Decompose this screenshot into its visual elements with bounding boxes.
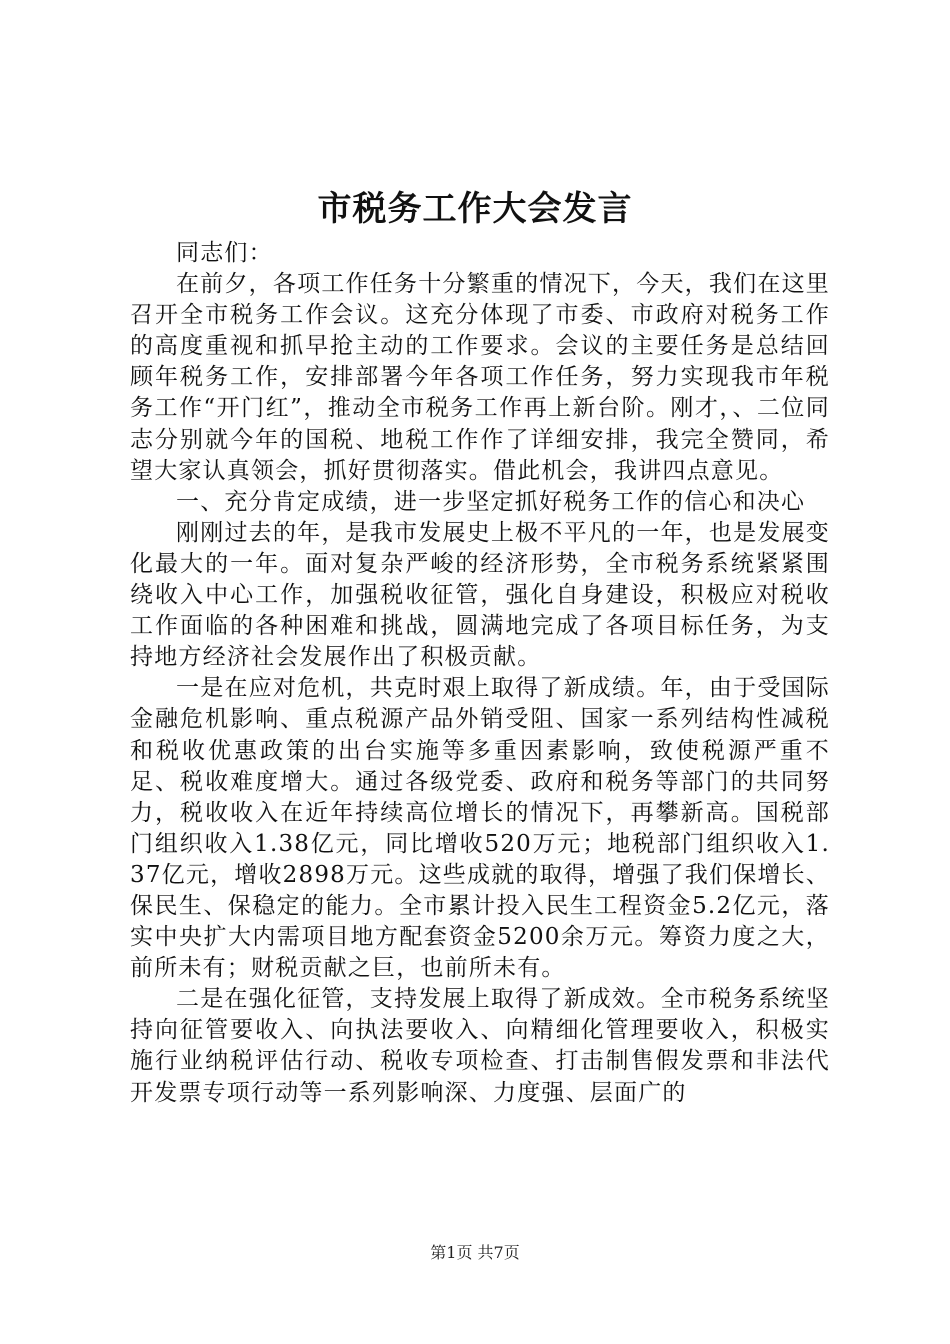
intro-paragraph: 在前夕，各项工作任务十分繁重的情况下，今天，我们在这里召开全市税务工作会议。这充分体现了市委、市政府对税务工作的高度重视和抓早抢主动的工作要求。会议的主要任务是总结回顾年税务工作，安排部署今年各项工作任务，努力实现我市年税务工作“开门红”，推动全市税务工作再上新台阶。刚才，、二位同志分别就今年的国税、地税工作作了详细安排，我完全赞同，希望大家认真领会，抓好贯彻落实。借此机会，我讲四点意见。	[130, 271, 830, 484]
body-paragraph: 二是在强化征管，支持发展上取得了新成效。全市税务系统坚持向征管要收入、向执法要收入、向精细化管理要收入，积极实施行业纳税评估行动、税收专项检查、打击制售假发票和非法代开发票专项行动等一系列影响深、力度强、层面广的	[130, 986, 830, 1106]
body-paragraph: 一是在应对危机，共克时艰上取得了新成绩。年，由于受国际金融危机影响、重点税源产品外销受阻、国家一系列结构性减税和税收优惠政策的出台实施等多重因素影响，致使税源严重不足、税收难度增大。通过各级党委、政府和税务等部门的共同努力，税收收入在近年持续高位增长的情况下，再攀新高。国税部门组织收入1.38亿元，同比增收520万元；地税部门组织收入1.37亿元，增收2898万元。这些成就的取得，增强了我们保增长、保民生、保稳定的能力。全市累计投入民生工程资金5.2亿元，落实中央扩大内需项目地方配套资金5200余万元。筹资力度之大，前所未有；财税贡献之巨，也前所未有。	[130, 675, 830, 982]
body-paragraph: 刚刚过去的年，是我市发展史上极不平凡的一年，也是发展变化最大的一年。面对复杂严峻的经济形势，全市税务系统紧紧围绕收入中心工作，加强税收征管，强化自身建设，积极应对税收工作面临的各种困难和挑战，圆满地完成了各项目标任务，为支持地方经济社会发展作出了积极贡献。	[130, 519, 830, 671]
section-heading-1: 一、充分肯定成绩，进一步坚定抓好税务工作的信心和决心	[176, 488, 806, 515]
page-number-footer: 第1页 共7页	[430, 1243, 520, 1262]
document-body	[130, 238, 830, 1109]
salutation-paragraph: 同志们：	[176, 240, 273, 266]
document-title: 市税务工作大会发言	[317, 189, 633, 229]
